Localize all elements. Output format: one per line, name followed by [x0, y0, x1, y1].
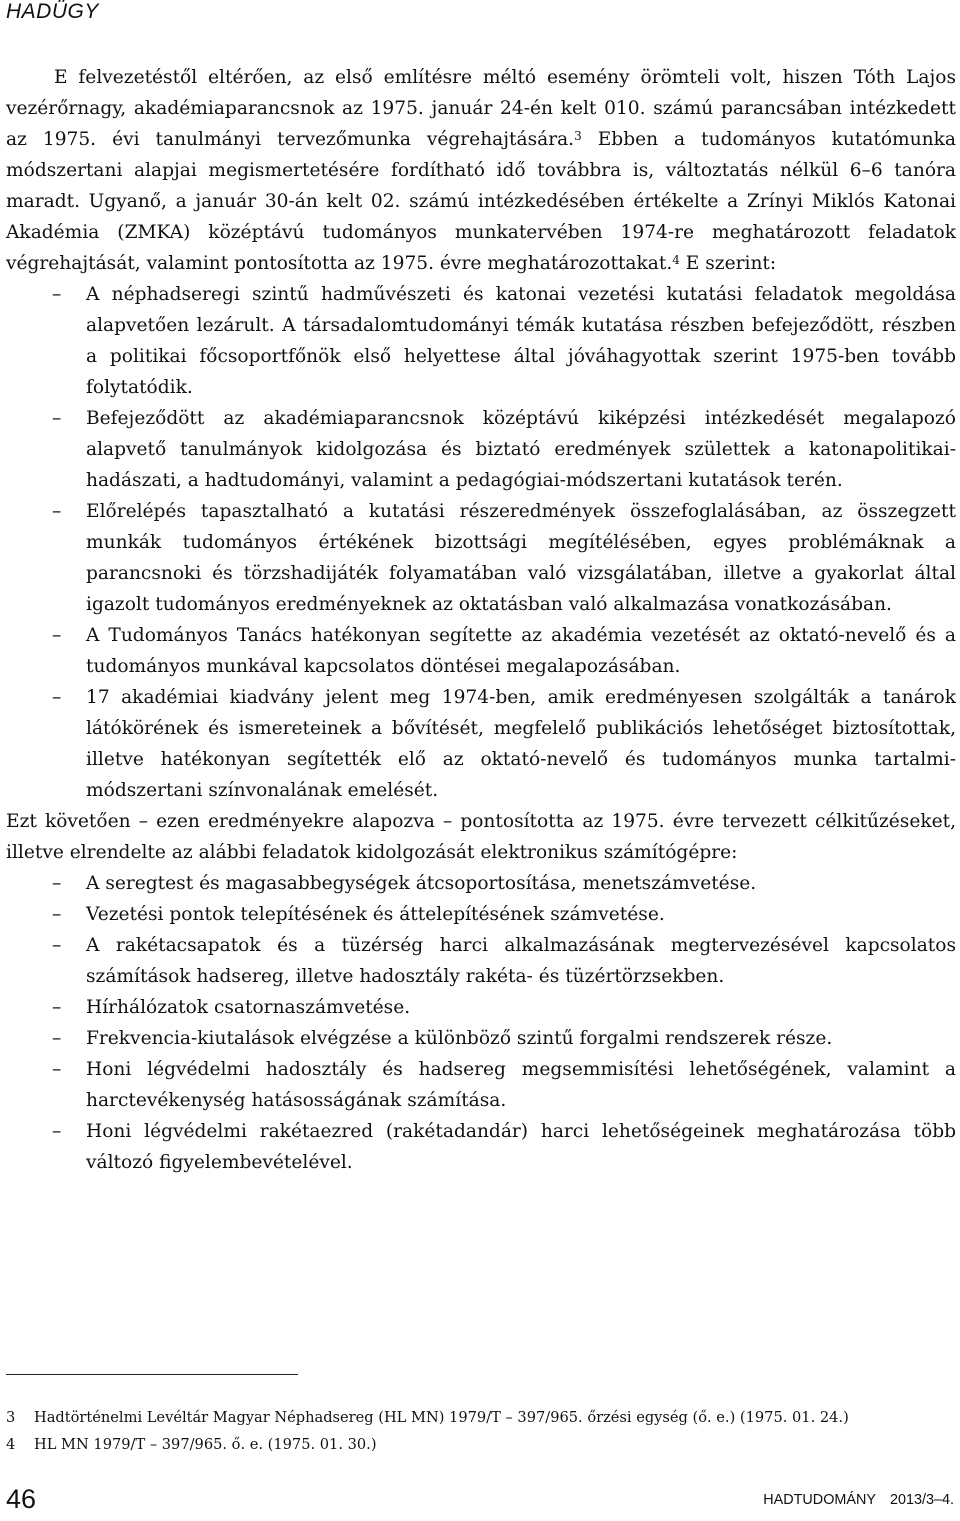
dash-bullet: –: [52, 501, 62, 522]
dash-bullet: –: [52, 284, 62, 305]
list-item: [6, 620, 956, 682]
section-header: HADÜGY: [6, 0, 99, 23]
list-item: [6, 1023, 956, 1054]
footnote-ref-4[interactable]: 4: [672, 252, 680, 267]
dash-bullet: –: [52, 1121, 62, 1142]
footnote-number: 4: [6, 1436, 16, 1453]
computer-tasks-list: [6, 868, 956, 1178]
footnote-4: [6, 1431, 956, 1458]
dash-bullet: –: [52, 997, 62, 1018]
footnote-3: [6, 1404, 956, 1431]
results-list: [6, 279, 956, 806]
list-item: [6, 899, 956, 930]
list-item: [6, 1116, 956, 1178]
footnote-ref-3[interactable]: 3: [574, 128, 582, 143]
dash-bullet: –: [52, 873, 62, 894]
list-item-text: 17 akadémiai kiadvány jelent meg 1974-ben, amik eredményesen szolgálták a tanárok látókörének és ismereteinek a bővítését, megfelelő publikációs lehetőséget biztosítottak, illetve hatékonyan segítették elő az oktató-nevelő és tudományos munka tartalmi-módszertani színvonalának emelését.: [86, 687, 956, 801]
list-item-text: Hírhálózatok csatornaszámvetése.: [86, 997, 411, 1018]
list-item-text: Befejeződött az akadémiaparancsnok középtávú kiképzési intézkedését megalapozó alapvető tanulmányok kidolgozása és biztató eredmények születtek a katonapolitikai-hadászati, a hadtudományi, valamint a pedagógiai-módszertani kutatások terén.: [86, 408, 956, 491]
list-item-text: Vezetési pontok telepítésének és áttelepítésének számvetése.: [86, 904, 665, 925]
list-item: [6, 930, 956, 992]
dash-bullet: –: [52, 935, 62, 956]
journal-footer: [763, 1492, 954, 1508]
intro-text-part-2: Ebben a tudományos kutatómunka módszertani alapjai megismertetésére fordítható idő továbbra is, változtatás nélkül 6–6 tanóra maradt. Ugyanő, a január 30-án kelt 02. számú intézkedésében értékelte a Zrínyi Miklós Katonai Akadémia (ZMKA) középtávú tudományos munkatervében 1974-re meghatározott feladatok végrehajtását, valamint pontosította az 1975. évre meghatározottakat.: [6, 129, 956, 274]
dash-bullet: –: [52, 1028, 62, 1049]
list-item: [6, 496, 956, 620]
intro-paragraph: [6, 62, 956, 279]
intro-text-part-3: E szerint:: [679, 253, 777, 274]
list-item-text: A néphadseregi szintű hadművészeti és katonai vezetési kutatási feladatok megoldása alapvetően lezárult. A társadalomtudományi témák kutatása részben befejeződött, részben a politikai főcsoportfőnök első helyettese által jóváhagyottak szerint 1975-ben tovább folytatódik.: [86, 284, 956, 398]
intro-text-part-1: E felvezetéstől eltérően, az első említésre méltó esemény örömteli volt, hiszen Tóth Lajos vezérőrnagy, akadémiaparancsnok az 1975. január 24-én kelt 010. számú parancsában intézkedett az 1975. évi tanulmányi tervezőmunka végrehajtására.: [6, 67, 956, 150]
list-item-text: A seregtest és magasabbegységek átcsoportosítása, menetszámvetése.: [86, 873, 757, 894]
list-item: [6, 403, 956, 496]
dash-bullet: –: [52, 625, 62, 646]
list-item: [6, 1054, 956, 1116]
footnote-text: HL MN 1979/T – 397/965. ő. e. (1975. 01. 30.): [34, 1436, 377, 1453]
article-body: [6, 62, 956, 1178]
list-item: [6, 682, 956, 806]
list-item-text: A rakétacsapatok és a tüzérség harci alkalmazásának megtervezésével kapcsolatos számítások hadsereg, illetve hadosztály rakéta- és tüzértörzsekben.: [86, 935, 956, 987]
list-item-text: Honi légvédelmi hadosztály és hadsereg megsemmisítési lehetőségének, valamint a harctevékenység hatásosságának számítása.: [86, 1059, 956, 1111]
list-item: [6, 279, 956, 403]
list-item-text: Előrelépés tapasztalható a kutatási részeredmények összefoglalásában, az összegzett munkák tudományos értékének bizottsági megítélésében, egyes problémáknak a parancsnoki és törzshadijáték folyamatában való vizsgálatában, illetve a gyakorlat által igazolt tudományos eredményeknek az oktatásban való alkalmazása vonatkozásában.: [86, 501, 956, 615]
journal-title: HADTUDOMÁNY: [763, 1492, 876, 1508]
footnote-divider: [6, 1374, 298, 1375]
dash-bullet: –: [52, 1059, 62, 1080]
footnotes: [6, 1404, 956, 1458]
list-item-text: A Tudományos Tanács hatékonyan segítette az akadémia vezetését az oktató-nevelő és a tudományos munkával kapcsolatos döntései megalapozásában.: [86, 625, 956, 677]
footnote-number: 3: [6, 1409, 16, 1426]
list-item-text: Frekvencia-kiutalások elvégzése a különböző szintű forgalmi rendszerek része.: [86, 1028, 833, 1049]
journal-issue: 2013/3–4.: [889, 1492, 954, 1508]
dash-bullet: –: [52, 904, 62, 925]
list-item: [6, 992, 956, 1023]
list-item: [6, 868, 956, 899]
dash-bullet: –: [52, 687, 62, 708]
list-item-text: Honi légvédelmi rakétaezred (rakétadandár) harci lehetőségeinek meghatározása több változó figyelembevételével.: [86, 1121, 956, 1173]
tasks-paragraph: Ezt követően – ezen eredményekre alapozva – pontosította az 1975. évre tervezett célkitűzéseket, illetve elrendelte az alábbi feladatok kidolgozását elektronikus számítógépre:: [6, 811, 956, 863]
page-number: 46: [6, 1484, 37, 1514]
footnote-text: Hadtörténelmi Levéltár Magyar Néphadsereg (HL MN) 1979/T – 397/965. őrzési egység (ő. e.) (1975. 01. 24.): [34, 1409, 849, 1426]
dash-bullet: –: [52, 408, 62, 429]
